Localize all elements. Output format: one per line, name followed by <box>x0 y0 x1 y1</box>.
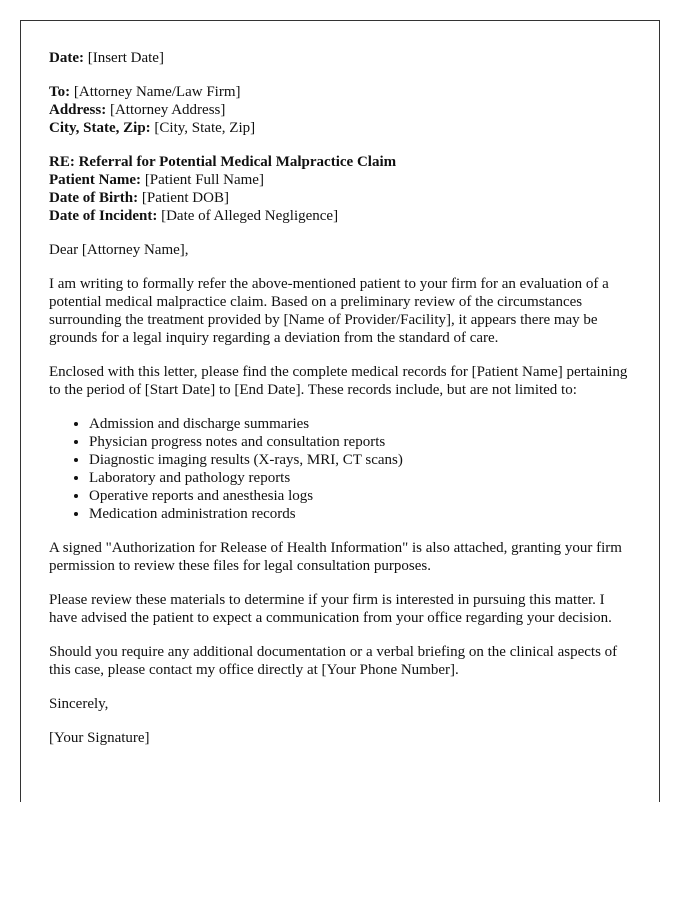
list-item: • Medication administration records <box>89 505 631 523</box>
paragraph-contact: Should you require any additional documentation or a verbal briefing on the clinical aspects of this case, please contact my office directly at [Your Phone Number]. <box>49 644 618 678</box>
list-item: • Diagnostic imaging results (X-rays, MRI, CT scans) <box>89 451 631 469</box>
paragraph-authorization: A signed "Authorization for Release of Health Information" is also attached, granting your firm permission to review these files for legal consultation purposes. <box>49 540 622 574</box>
list-item: • Laboratory and pathology reports <box>89 469 631 487</box>
date-line: Date: [Insert Date] <box>49 50 164 66</box>
subject-line: RE: Referral for Potential Medical Malpractice Claim <box>49 154 397 170</box>
paragraph-review: Please review these materials to determine if your firm is interested in pursuing this matter. I have advised the patient to expect a communication from your office regarding your decision. <box>49 592 612 626</box>
list-item: • Operative reports and anesthesia logs <box>89 487 631 505</box>
letter-page <box>20 20 660 802</box>
records-list <box>49 415 631 523</box>
salutation: Dear [Attorney Name], <box>49 242 189 258</box>
list-item: • Admission and discharge summaries <box>89 415 631 433</box>
closing: Sincerely, <box>49 696 109 712</box>
re-block: RE: Referral for Potential Medical Malpractice Claim Patient Name: [Patient Full Name] Date of Birth: [Patient DOB] Date of Incident: [Date of Alleged Negligence] <box>49 154 397 224</box>
paragraph-referral: I am writing to formally refer the above-mentioned patient to your firm for an evaluation of a potential medical malpractice claim. Based on a preliminary review of the circumstances surrounding the treatment provided by [Name of Provider/Facility], it appears there may be grounds for a legal inquiry regarding a deviation from the standard of care. <box>49 276 609 346</box>
signature: [Your Signature] <box>49 730 150 746</box>
list-item: • Physician progress notes and consultation reports <box>89 433 631 451</box>
paragraph-enclosed: Enclosed with this letter, please find the complete medical records for [Patient Name] pertaining to the period of [Start Date] to [End Date]. These records include, but are not limited to: <box>49 364 628 398</box>
recipient-block: To: [Attorney Name/Law Firm] Address: [Attorney Address] City, State, Zip: [City, State, Zip] <box>49 84 256 136</box>
